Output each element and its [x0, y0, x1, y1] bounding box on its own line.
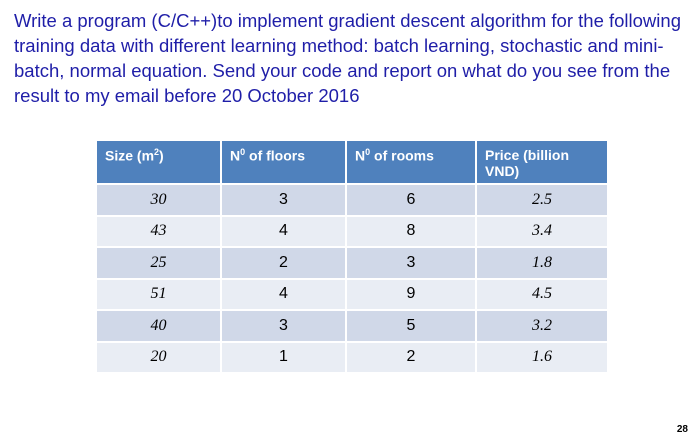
cell-rooms: 6	[347, 183, 477, 215]
table-row	[97, 215, 607, 247]
cell-price: 3.4	[477, 215, 607, 247]
table-row	[97, 278, 607, 310]
cell-size: 20	[97, 341, 222, 373]
cell-floors: 1	[222, 341, 347, 373]
table-row	[97, 183, 607, 215]
cell-size: 25	[97, 246, 222, 278]
cell-price: 3.2	[477, 309, 607, 341]
cell-price: 1.6	[477, 341, 607, 373]
header-size: Size $(m^2)$	[97, 141, 222, 183]
cell-rooms: 5	[347, 309, 477, 341]
cell-size: 43	[97, 215, 222, 247]
cell-rooms: 2	[347, 341, 477, 373]
cell-price: 2.5	[477, 183, 607, 215]
training-data-table	[97, 141, 607, 372]
cell-floors: 3	[222, 309, 347, 341]
cell-floors: 2	[222, 246, 347, 278]
cell-floors: 4	[222, 215, 347, 247]
header-price: Price (billion VND)	[477, 141, 607, 183]
table-row	[97, 309, 607, 341]
header-rooms: $N^0$ of rooms	[347, 141, 477, 183]
cell-size: 40	[97, 309, 222, 341]
cell-price: 1.8	[477, 246, 607, 278]
cell-rooms: 8	[347, 215, 477, 247]
table-row	[97, 246, 607, 278]
cell-floors: 4	[222, 278, 347, 310]
cell-rooms: 9	[347, 278, 477, 310]
table-row	[97, 341, 607, 373]
cell-rooms: 3	[347, 246, 477, 278]
assignment-text: Write a program (C/C++)to implement gradient descent algorithm for the following training data with different learning method: batch learning, stochastic and mini-batch, normal equation. Send your code and report on what do you see from the result to my email before 20 October 2016	[14, 10, 681, 106]
cell-floors: 3	[222, 183, 347, 215]
cell-size: 30	[97, 183, 222, 215]
table-header-row	[97, 141, 607, 183]
page-number: 28	[676, 424, 688, 435]
cell-size: 51	[97, 278, 222, 310]
header-floors: $N^0$ of floors	[222, 141, 347, 183]
cell-price: 4.5	[477, 278, 607, 310]
